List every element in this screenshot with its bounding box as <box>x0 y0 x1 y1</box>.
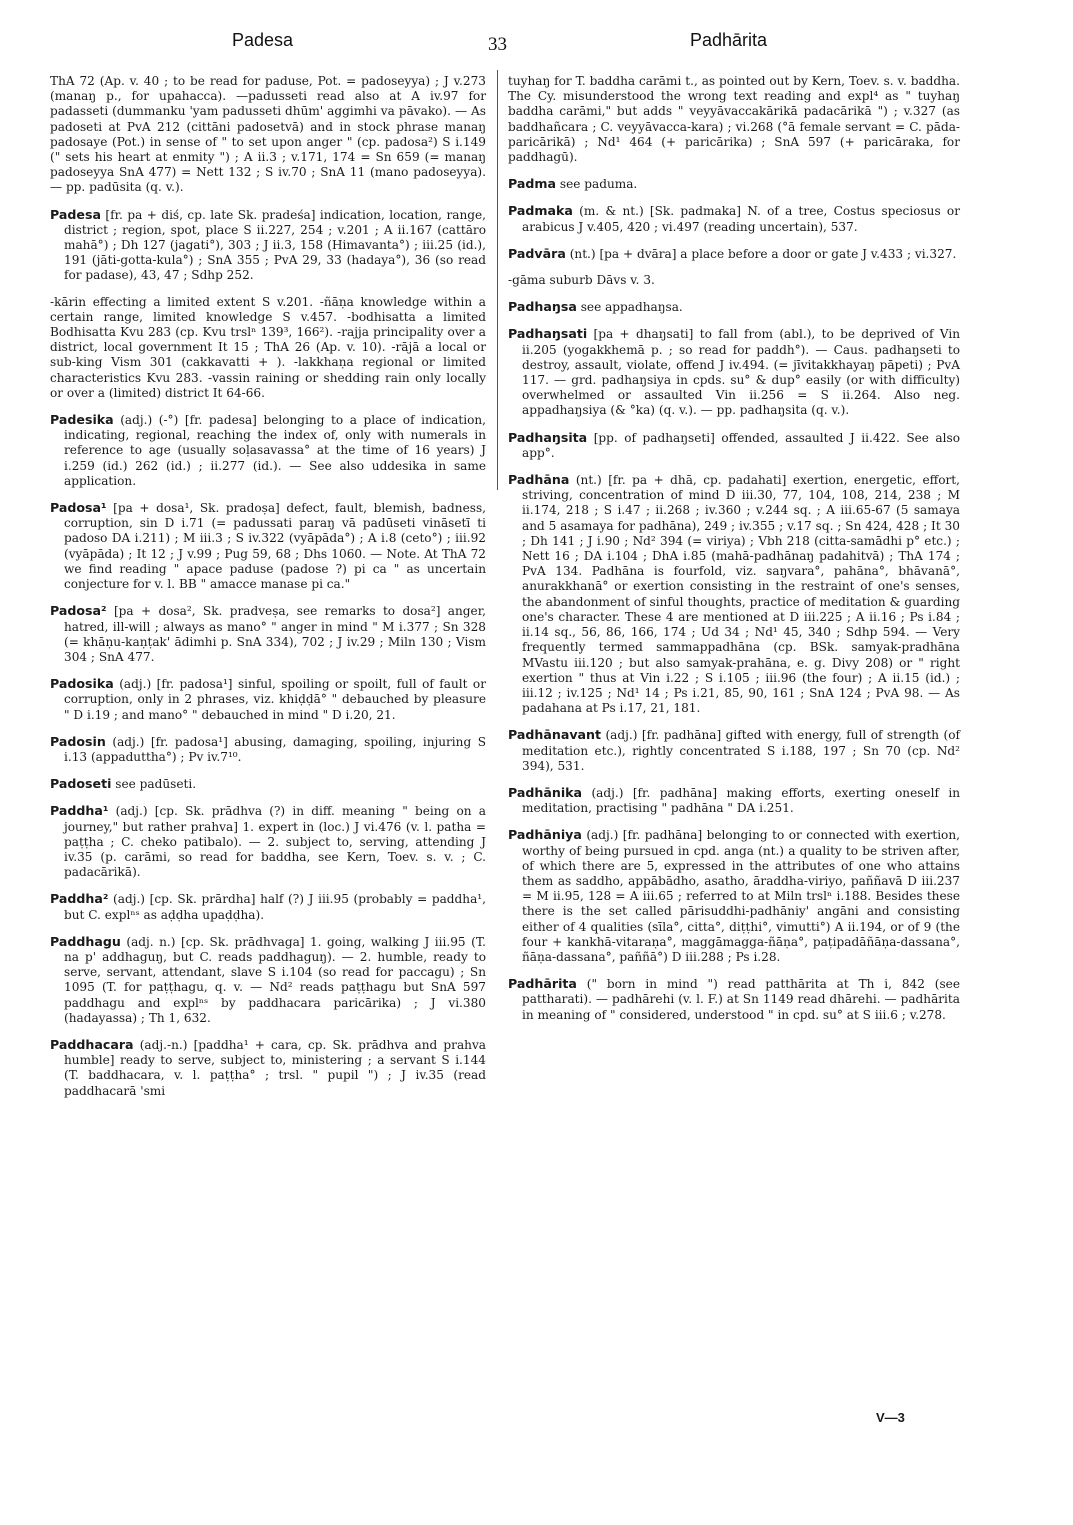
entry-text: [pp. of padhaŋseti] offended, assaulted J ii.422. See also app°. <box>522 430 960 460</box>
dictionary-entry <box>50 207 486 284</box>
entry-headword: Padesika <box>50 412 114 428</box>
dictionary-entry <box>50 295 486 401</box>
dictionary-entry <box>50 74 486 196</box>
entry-headword: Padhāna <box>508 472 570 488</box>
entry-headword: Padesa <box>50 206 101 222</box>
entry-text: tuyhaŋ for T. baddha carāmi t., as pointed out by Kern, Toev. s. v. baddha. The Cy. misunderstood the wrong text reading and expl⁴ as " tuyhaŋ baddha carāmi," but adds " veyyāvaccakārikā padacārikā ") ; v.327 (as baddhañcara ; C. veyyāvacca-kara) ; vi.268 (°ā female servant = C. pāda-paricārikā) ; Nd¹ 464 (+ paricārika) ; SnA 597 (+ paricāraka, for paddhagū). <box>508 74 960 165</box>
entry-headword: Padoseti <box>50 776 112 792</box>
entry-headword: Paddha¹ <box>50 803 109 819</box>
entry-text: see padūseti. <box>115 777 197 792</box>
entry-text: -kārin effecting a limited extent S v.201. -ñāṇa knowledge within a certain range, limited knowledge S v.457. -bodhisatta a limited Bodhisatta Kvu 283 (cp. Kvu trslⁿ 139³, 166²). -rajja principality over a district, local government It 15 ; ThA 26 (Ap. v. 10). -rājā a local or sub-king Vism 301 (cakkavatti + ). -lakkhaṇa regional or limited characteristics Kvu 283. -vassin raining or shedding rain only locally or over a (limited) district It 64-66. <box>50 294 486 400</box>
entry-headword: Padhānika <box>508 784 583 800</box>
entry-text: (" born in mind ") read patthārita at Th i, 842 (see pattharati). — padhārehi (v. l. F.) at Sn 1149 read dhārehi. — padhārita in meaning of " considered, understood " in cpd. su° at S iii.6 ; v.278. <box>522 977 960 1022</box>
entry-text: (nt.) [fr. pa + dhā, cp. padahati] exertion, energetic, effort, striving, concentration of mind D iii.30, 77, 104, 108, 214, 238 ; M ii.174, 218 ; S i.47 ; ii.268 ; iv.360 ; v.244 sq. ; A iii.65-67 (5 samaya and 5 asamaya for padhāna), 249 ; iv.355 ; v.17 sq. ; Sn 424, 428 ; It 30 ; Dh 141 ; J i.90 ; Nd² 394 (= viriya) ; Vbh 218 (citta-samādhi p° etc.) ; Nett 16 ; DA i.104 ; DhA i.85 (mahā-padhānaŋ padahitvā) ; ThA 174 ; PvA 134. Padhāna is fourfold, viz. saŋvara°, pahāna°, bhāvanā°, anurakkhanā° or exertion consisting in the restraint of one's senses, the abandonment of sinful thoughts, practice of meditation & guarding one's character. These 4 are mentioned at D iii.225 ; A ii.16 ; Ps i.84 ; ii.14 sq., 56, 86, 166, 174 ; Ud 34 ; Nd¹ 45, 340 ; Sdhp 594. — Very frequently termed sammappadhāna (cp. BSk. samyak-pradhāna MVastu iii.120 ; but also samyak-prahāna, e. g. Divy 208) or " right exertion " thus at Vin i.22 ; S i.105 ; iii.96 (the four) ; A ii.15 (id.) ; iii.12 ; iv.125 ; Nd¹ 14 ; Ps i.21, 85, 90, 161 ; SnA 124 ; PvA 98. — As padahana at Ps i.17, 21, 181. <box>522 473 960 716</box>
dictionary-entry <box>508 176 960 192</box>
dictionary-entry <box>50 803 486 880</box>
dictionary-entry <box>508 472 960 716</box>
dictionary-entry <box>50 776 486 792</box>
dictionary-entry <box>50 734 486 765</box>
entry-headword: Padosa¹ <box>50 500 107 516</box>
right-column <box>508 74 960 1034</box>
left-column <box>50 74 486 1110</box>
entry-text: -gāma suburb Dāvs v. 3. <box>508 273 655 288</box>
entry-text: (m. & nt.) [Sk. padmaka] N. of a tree, Costus speciosus or arabicus J v.405, 420 ; vi.497 (reading uncertain), 537. <box>522 204 960 234</box>
dictionary-entry <box>508 727 960 774</box>
page-number: 33 <box>488 34 507 55</box>
entry-text: (adj.) [fr. padhāna] gifted with energy, full of strength (of meditation etc.), rightly concentrated S i.188, 197 ; Sn 70 (cp. Nd² 394), 531. <box>522 728 960 773</box>
entry-text: (adj.) [fr. padosa¹] sinful, spoiling or spoilt, full of fault or corruption, only in 2 phrases, viz. khiḍḍā° " debauched by pleasure " D i.19 ; and mano° " debauched in mind " D i.20, 21. <box>64 677 486 722</box>
entry-text: ThA 72 (Ap. v. 40 ; to be read for paduse, Pot. = padoseyya) ; J v.273 (manaŋ p., for upahacca). —padusseti read also at A iv.97 for padasseti (dummanku 'yam padusseti dhūm' aggimhi va pāvako). — As padoseti at PvA 212 (cittāni padosetvā) and in stock phrase manaŋ padosaye (Pot.) in sense of " to set upon anger " (cp. padosa²) S i.149 (" sets his heart at enmity ") ; A ii.3 ; v.171, 174 = Sn 659 (= manaŋ padoseyya SnA 477) = Nett 132 ; S iv.70 ; SnA 11 (mano padoseyya). — pp. padūsita (q. v.). <box>50 74 486 195</box>
entry-headword: Padma <box>508 176 557 192</box>
dictionary-entry <box>508 246 960 262</box>
entry-text: (adj.) (-°) [fr. padesa] belonging to a place of indication, indicating, regional, reaching the index of, only with numerals in reference to age (usually soḷasavassa° at the time of 16 years) J i.259 (id.) 262 (id.) ; ii.277 (id.). — See also uddesika in same application. <box>64 413 486 488</box>
dictionary-entry <box>50 676 486 723</box>
entry-text: (adj.) [fr. padhāna] making efforts, exerting oneself in meditation, practising " padhāna " DA i.251. <box>522 785 960 816</box>
entry-text: see paduma. <box>559 177 638 192</box>
entry-headword: Padhāniya <box>508 827 582 843</box>
entry-headword: Paddha² <box>50 891 109 907</box>
entry-text: (nt.) [pa + dvāra] a place before a door or gate J v.433 ; vi.327. <box>569 246 957 261</box>
dictionary-entry <box>508 430 960 461</box>
entry-headword: Paddhagu <box>50 933 121 949</box>
signature-mark: V—3 <box>876 1410 905 1425</box>
entry-headword: Padosa² <box>50 603 107 619</box>
entry-text: (adj.) [cp. Sk. prādhva (?) in diff. meaning " being on a journey," but rather prahva] 1. expert in (loc.) J vi.476 (v. l. patha = paṭṭha ; C. cheko patibalo). — 2. subject to, serving, attending J iv.35 (p. carāmi, so read for baddha, see Kern, Toev. s. v. ; C. padacārikā). <box>64 804 486 880</box>
dictionary-entry <box>508 299 960 315</box>
running-head-left: Padesa <box>232 30 294 50</box>
entry-headword: Padhaŋsa <box>508 299 577 315</box>
dictionary-entry <box>50 603 486 665</box>
entry-headword: Padvāra <box>508 245 566 261</box>
entry-text: (adj.) [cp. Sk. prārdha] half (?) J iii.95 (probably = paddha¹, but C. explⁿˢ as aḍḍha upaḍḍha). <box>64 892 486 922</box>
dictionary-entry <box>508 976 960 1023</box>
dictionary-entry <box>50 500 486 592</box>
dictionary-entry <box>508 326 960 418</box>
entry-headword: Padmaka <box>508 203 573 219</box>
dictionary-entry <box>508 74 960 165</box>
entry-text: (adj.) [fr. padhāna] belonging to or connected with exertion, worthy of being pursued in cpd. anga (nt.) a quality to be striven after, of which there are 5, expressed in the attributes of one who attains them as saddho, appābādho, asatho, āraddha-viriyo, paññavā D iii.237 = M ii.95, 128 = A iii.65 ; referred to at Miln trslⁿ i.188. Besides these there is the set called pārisuddhi-padhāniy' angāni and consisting either of 4 qualities (sīla°, citta°, diṭṭhi°, vimutti°) A ii.194, or of 9 (the four + kankhā-vitaraṇa°, maggāmagga-ñāṇa°, paṭipadāñāṇa-dassana°, ñāṇa-dassana°, paññā°) D iii.288 ; Ps i.28. <box>522 828 960 964</box>
entry-headword: Padosin <box>50 733 106 749</box>
column-divider <box>497 70 498 490</box>
entry-text: [pa + dhaŋsati] to fall from (abl.), to be deprived of Vin ii.205 (yogakkhemā p. ; so read for paddh°). — Caus. padhaŋseti to destroy, assault, violate, offend J iv.494. (= jīvitakkhayaŋ pāpeti) ; PvA 117. — grd. padhaŋsiya in cpds. su° & dup° easily (or with difficulty) overwhelmed or assaulted Vin ii.256 = S ii.264. Also neg. appadhaŋsiya (& °ka) (q. v.). — pp. padhaŋsita (q. v.). <box>522 327 960 418</box>
entry-text: see appadhaŋsa. <box>580 300 683 315</box>
entry-headword: Padhaŋsita <box>508 429 588 445</box>
entry-headword: Paddhacara <box>50 1036 134 1052</box>
entry-text: [pa + dosa², Sk. pradveṣa, see remarks to dosa²] anger, hatred, ill-will ; always as mano° " anger in mind " M i.377 ; Sn 328 (= khāṇu-kaṇṭak' ādimhi p. SnA 334), 702 ; J iv.29 ; Miln 130 ; Vism 304 ; SnA 477. <box>64 604 486 664</box>
dictionary-entry <box>50 934 486 1026</box>
entry-text: (adj. n.) [cp. Sk. prādhvaga] 1. going, walking J iii.95 (T. na p' addhaguŋ, but C. reads paddhaguŋ). — 2. humble, ready to serve, servant, attendant, slave S i.104 (so read for paccagu) ; Sn 1095 (T. for paṭṭhagu, q. v. — Nd² reads paṭṭhagu but SnA 597 paddhagu and explⁿˢ by paddhacara paricārika) ; J vi.380 (hadayassa) ; Th 1, 632. <box>64 934 486 1025</box>
dictionary-entry <box>508 827 960 965</box>
dictionary-entry <box>50 1037 486 1099</box>
entry-text: [pa + dosa¹, Sk. pradoṣa] defect, fault, blemish, badness, corruption, sin D i.71 (= padussati paraŋ vā padūseti vināsetī ti padoso DA i.211) ; M iii.3 ; S iv.322 (vyāpāda°) ; A i.8 (ceto°) ; iii.92 (vyāpāda) ; It 12 ; J v.99 ; Pug 59, 68 ; Dhs 1060. — Note. At ThA 72 we find reading " apace paduse (padose ?) pi ca " as uncertain conjecture for v. l. BB " amacce manase pi ca." <box>64 501 486 592</box>
entry-text: (adj.) [fr. padosa¹] abusing, damaging, spoiling, injuring S i.13 (appaduttha°) ; Pv iv.7¹⁰. <box>64 734 486 764</box>
entry-text: (adj.-n.) [paddha¹ + cara, cp. Sk. prādhva and prahva humble] ready to serve, subject to, ministering ; a servant S i.144 (T. baddhacara, v. l. paṭṭha° ; trsl. " pupil ") ; J iv.35 (read paddhacarā 'smi <box>64 1037 486 1098</box>
entry-headword: Padhānavant <box>508 727 602 743</box>
dictionary-entry <box>50 412 486 489</box>
entry-headword: Padhaŋsati <box>508 326 588 342</box>
entry-text: [fr. pa + diś, cp. late Sk. pradeśa] indication, location, range, district ; region, spot, place S ii.227, 254 ; v.201 ; A ii.167 (cattāro mahā°) ; Dh 127 (jagati°), 303 ; J ii.3, 158 (Himavanta°) ; iii.25 (id.), 191 (jāti-gotta-kula°) ; SnA 355 ; PvA 29, 33 (hadaya°), 36 (so read for padase), 43, 47 ; Sdhp 252. <box>64 207 486 283</box>
running-head-right: Padhārita <box>690 30 768 50</box>
entry-headword: Padhārita <box>508 976 577 992</box>
dictionary-entry <box>508 785 960 816</box>
entry-headword: Padosika <box>50 676 114 692</box>
dictionary-entry <box>508 273 960 288</box>
dictionary-entry <box>50 891 486 922</box>
dictionary-entry <box>508 203 960 234</box>
